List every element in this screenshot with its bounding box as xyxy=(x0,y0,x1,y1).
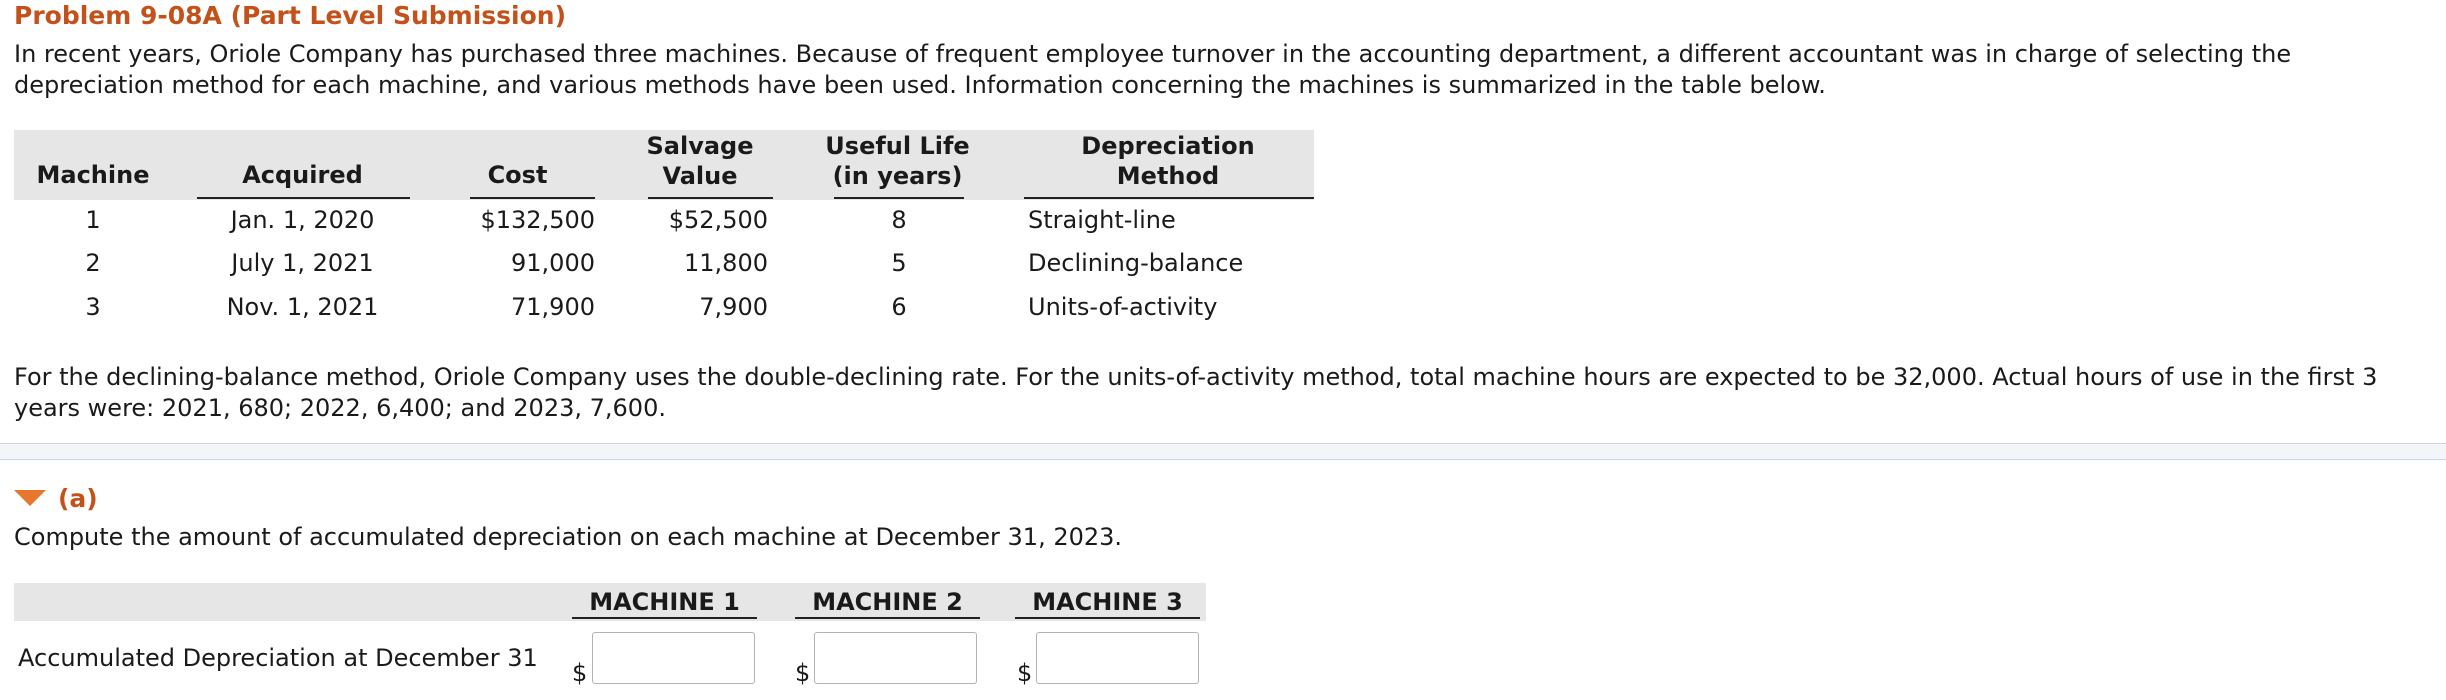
cell-salvage: 7,900 xyxy=(699,293,768,321)
cell-cost: 91,000 xyxy=(511,249,595,277)
cell-acquired: July 1, 2021 xyxy=(231,249,374,277)
header-machine-2: MACHINE 2 xyxy=(812,588,963,616)
cell-acquired: Jan. 1, 2020 xyxy=(230,206,375,234)
header-acquired: Acquired xyxy=(242,161,363,189)
underline-acquired xyxy=(197,197,410,199)
header-useful-life: Useful Life (in years) xyxy=(825,132,970,190)
part-a-label: (a) xyxy=(58,484,98,513)
cell-useful-life: 6 xyxy=(891,293,907,321)
cell-machine: 2 xyxy=(85,249,101,277)
header-machine: Machine xyxy=(36,161,150,189)
currency-symbol: $ xyxy=(795,659,811,687)
problem-note: For the declining-balance method, Oriole Company uses the double-declining rate. For the units-of-activity method, total machine hours are expected to be 32,000. Actual hours of use in the first 3 years were: 2021, 680; 2022, 6,400; and 2023, 7,600. xyxy=(14,363,2378,422)
header-salvage: Salvage Value xyxy=(646,132,754,190)
header-machine-3: MACHINE 3 xyxy=(1032,588,1183,616)
cell-method: Units-of-activity xyxy=(1028,293,1218,321)
underline-useful-life xyxy=(834,197,964,199)
cell-cost: $132,500 xyxy=(480,206,595,234)
underline-machine-3 xyxy=(1015,617,1200,619)
underline-salvage xyxy=(648,197,773,199)
cell-useful-life: 8 xyxy=(891,206,907,234)
header-machine-1: MACHINE 1 xyxy=(589,588,740,616)
cell-machine: 1 xyxy=(85,206,101,234)
section-divider-band xyxy=(0,444,2446,459)
underline-machine-1 xyxy=(572,617,757,619)
section-divider-bottom xyxy=(0,459,2446,460)
cell-salvage: $52,500 xyxy=(668,206,768,234)
machine-2-input[interactable] xyxy=(814,632,977,684)
machine-1-input[interactable] xyxy=(592,632,755,684)
currency-symbol: $ xyxy=(1017,659,1033,687)
problem-title: Problem 9-08A (Part Level Submission) xyxy=(14,1,567,30)
problem-intro: In recent years, Oriole Company has purchased three machines. Because of frequent employee turnover in the accounting department, a different accountant was in charge of selecting the depreciation method for each machine, and various methods have been used. Information concerning the machines is summarized in the table below. xyxy=(14,40,2292,99)
cell-salvage: 11,800 xyxy=(684,249,768,277)
underline-machine-2 xyxy=(795,617,980,619)
cell-useful-life: 5 xyxy=(891,249,907,277)
cell-method: Straight-line xyxy=(1028,206,1176,234)
header-cost: Cost xyxy=(487,161,548,189)
underline-cost xyxy=(470,197,595,199)
machine-3-input[interactable] xyxy=(1036,632,1199,684)
cell-acquired: Nov. 1, 2021 xyxy=(226,293,379,321)
triangle-down-icon[interactable] xyxy=(14,490,46,506)
underline-method xyxy=(1024,197,1314,199)
accumulated-depreciation-label: Accumulated Depreciation at December 31 xyxy=(18,644,538,672)
cell-method: Declining-balance xyxy=(1028,249,1244,277)
part-a-question: Compute the amount of accumulated depreciation on each machine at December 31, 2023. xyxy=(14,523,1123,551)
part-a-toggle[interactable] xyxy=(14,483,98,515)
cell-cost: 71,900 xyxy=(511,293,595,321)
currency-symbol: $ xyxy=(572,659,588,687)
header-depreciation-method: Depreciation Method xyxy=(1081,132,1255,190)
cell-machine: 3 xyxy=(85,293,101,321)
